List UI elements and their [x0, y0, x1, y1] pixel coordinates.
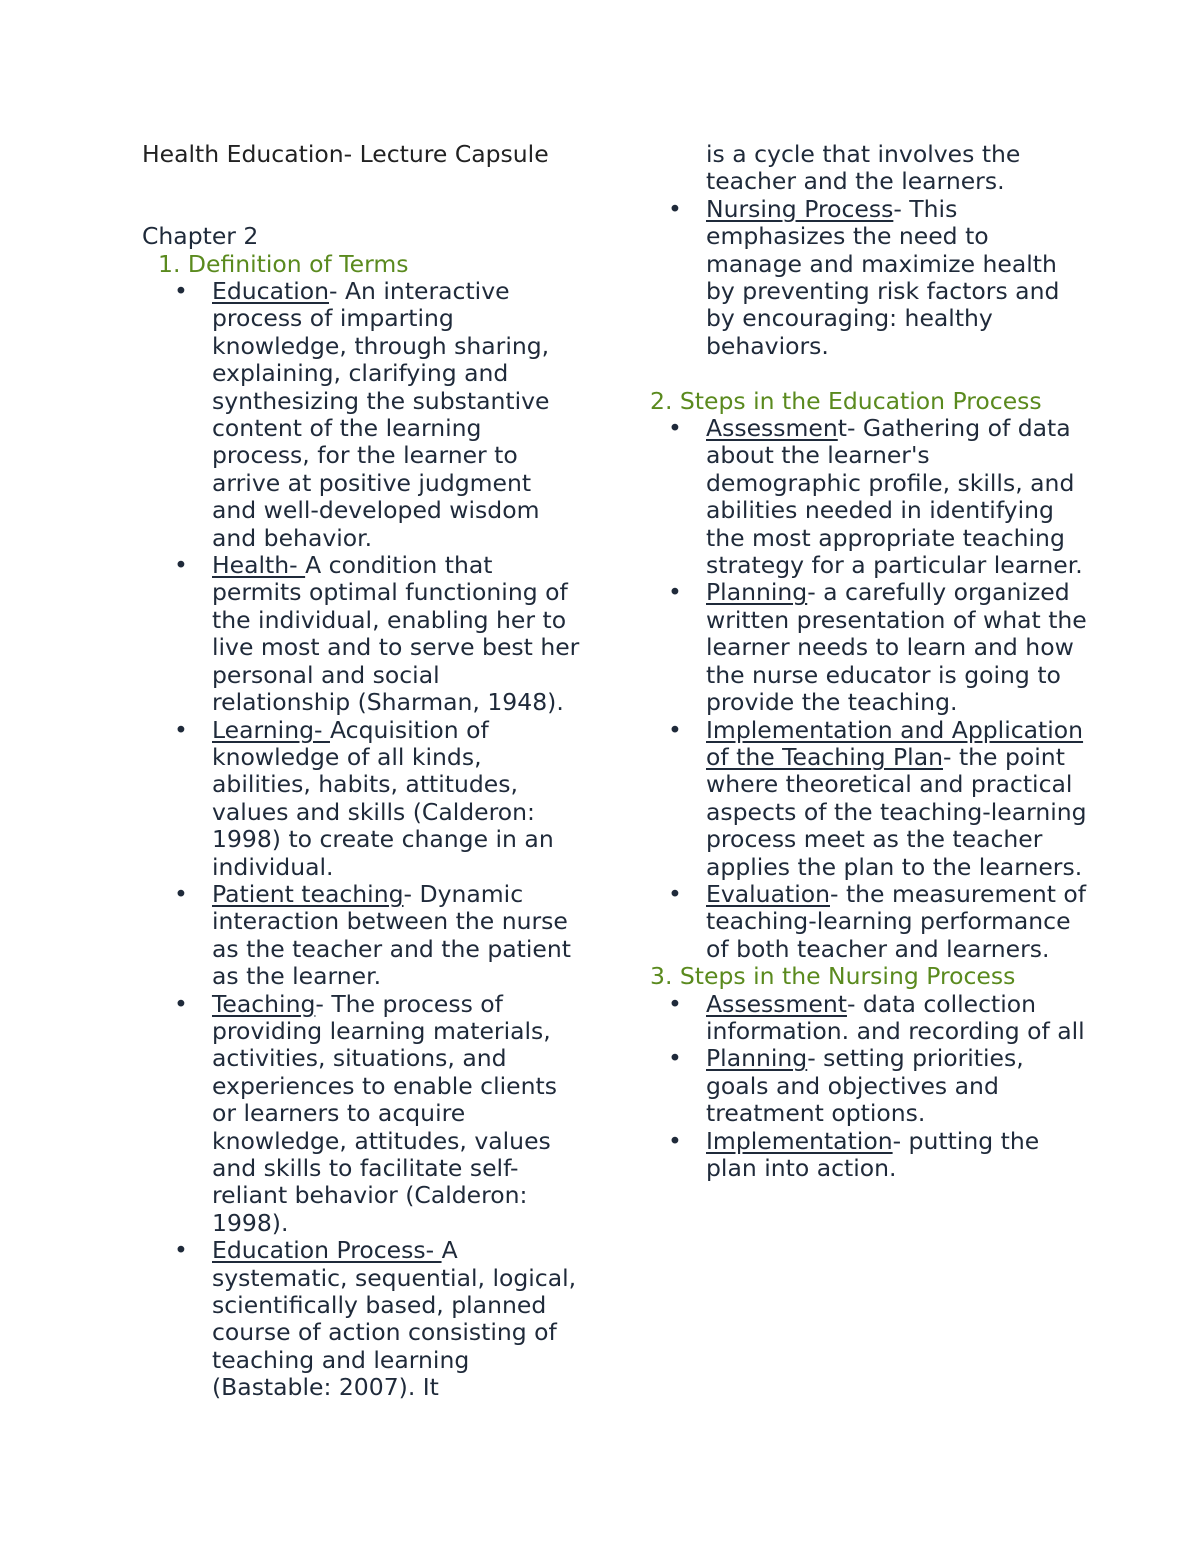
term-label: Evaluation — [706, 879, 830, 908]
term-definition: - Dynamic interaction between the nurse as the teacher and the patient as the learner. — [212, 879, 571, 991]
term-definition: A condition that permits optimal functioning of the individual, enabling her to live most and to serve best her personal and social relationship (Sharman, 1948). — [212, 551, 580, 717]
term-label: Learning- — [212, 715, 330, 744]
list-item — [142, 278, 582, 552]
term-definition: - The process of providing learning materials, activities, situations, and experiences to enable clients or learners to acquire knowledge, attitudes, values and skills to facilitate self-reliant behavior (Calderon: 1998). — [212, 989, 557, 1237]
right-column — [650, 141, 1090, 1182]
section-heading-nursing-process: 3. Steps in the Nursing Process — [650, 962, 1016, 991]
list-item — [650, 579, 1090, 716]
list-item — [142, 552, 582, 716]
list-item — [142, 717, 582, 881]
term-definition: Acquisition of knowledge of all kinds, abilities, habits, attitudes, values and skills (Calderon: 1998) to create change in an individual. — [212, 715, 554, 881]
list-item — [142, 1237, 582, 1401]
term-definition: - data collection information. and recording of all — [706, 989, 1085, 1045]
bullet-icon: • — [668, 1126, 682, 1155]
definitions-list — [142, 278, 582, 1402]
term-label: Assessmen — [706, 414, 838, 443]
bullet-icon: • — [174, 989, 188, 1018]
term-definition: - putting the plan into action. — [706, 1126, 1040, 1183]
term-label: Planning — [706, 1044, 808, 1073]
term-label: Teaching — [212, 989, 316, 1018]
term-label: Health- — [212, 551, 306, 580]
list-item — [650, 1045, 1090, 1127]
term-definition: - the point where theoretical and practical aspects of the teaching-learning process meet as the teacher applies the plan to the learners. — [706, 742, 1087, 881]
bullet-icon: • — [174, 1236, 188, 1265]
term-label: Assessment — [706, 989, 847, 1018]
continued-definition: is a cycle that involves the teacher and the learners. — [706, 140, 1021, 196]
list-item — [650, 991, 1090, 1046]
document-title: Health Education- Lecture Capsule — [142, 140, 549, 168]
bullet-icon: • — [668, 414, 682, 443]
term-label: Implementation — [706, 1126, 893, 1155]
term-label: Nursing Process — [706, 194, 894, 223]
bullet-icon: • — [668, 1044, 682, 1073]
section-heading-definitions: 1. Definition of Terms — [158, 249, 409, 278]
term-definition: - a carefully organized written presentation of what the learner needs to learn and how the nurse educator is going to provide the teaching. — [706, 578, 1087, 717]
list-item — [650, 1128, 1090, 1183]
term-label: Patient teaching — [212, 879, 404, 908]
term-definition: - setting priorities, goals and objectives and treatment options. — [706, 1044, 1024, 1128]
term-label: Implementation and Application of the Teaching Plan — [706, 715, 1084, 771]
list-item — [650, 717, 1090, 881]
chapter-label: Chapter 2 — [142, 222, 259, 251]
education-steps-list — [650, 415, 1090, 963]
bullet-icon: • — [174, 551, 188, 580]
term-definition: - An interactive process of imparting knowledge, through sharing, explaining, clarifying and synthesizing the substantive content of the learning process, for the learner to arrive at positive judgment and well-developed wisdom and behavior. — [212, 277, 550, 552]
bullet-icon: • — [174, 277, 188, 306]
list-item — [650, 881, 1090, 963]
nursing-steps-list — [650, 991, 1090, 1183]
bullet-icon: • — [668, 879, 682, 908]
section-heading-education-process: 2. Steps in the Education Process — [650, 386, 1042, 415]
term-label: Education — [212, 277, 329, 306]
definitions-list-continued — [650, 196, 1090, 360]
term-definition: A systematic, sequential, logical, scientifically based, planned course of action consisting of teaching and learning (Bastable: 2007). It — [212, 1236, 577, 1402]
term-label: Planning — [706, 578, 808, 607]
bullet-icon: • — [174, 879, 188, 908]
left-column — [142, 141, 582, 1402]
bullet-icon: • — [668, 989, 682, 1018]
bullet-icon: • — [668, 194, 682, 223]
bullet-icon: • — [668, 578, 682, 607]
term-definition: - the measurement of teaching-learning performance of both teacher and learners. — [706, 879, 1087, 963]
bullet-icon: • — [174, 715, 188, 744]
term-label-suffix: t — [837, 414, 847, 443]
term-definition: - Gathering of data about the learner's demographic profile, skills, and abilities needed in identifying the most appropriate teaching strategy for a particular learner. — [706, 414, 1083, 580]
list-item — [650, 415, 1090, 579]
bullet-icon: • — [668, 715, 682, 744]
list-item — [142, 991, 582, 1238]
list-item — [142, 881, 582, 991]
term-definition: - This emphasizes the need to manage and maximize health by preventing risk factors and by encouraging: healthy behaviors. — [706, 194, 1060, 360]
term-label: Education Process- — [212, 1236, 442, 1265]
list-item — [650, 196, 1090, 360]
